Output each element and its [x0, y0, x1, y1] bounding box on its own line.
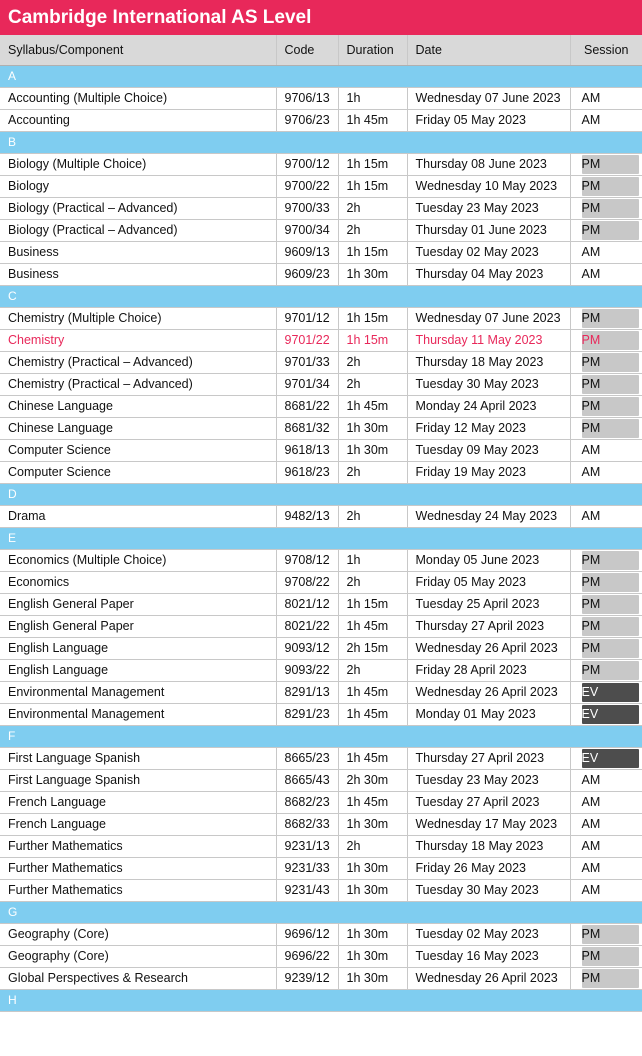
duration-cell: 1h 30m [338, 857, 407, 879]
code-cell: 9701/34 [276, 373, 338, 395]
table-row [0, 395, 642, 417]
date-cell: Tuesday 23 May 2023 [407, 769, 570, 791]
code-cell: 9701/22 [276, 329, 338, 351]
duration-cell: 1h 45m [338, 747, 407, 769]
session-badge: PM [582, 969, 640, 988]
duration-cell: 1h 30m [338, 263, 407, 285]
syllabus-cell: Environmental Management [0, 703, 276, 725]
duration-cell: 2h [338, 461, 407, 483]
session-badge: PM [582, 221, 640, 240]
session-badge: PM [582, 639, 640, 658]
session-badge: PM [582, 199, 640, 218]
code-cell: 9700/33 [276, 197, 338, 219]
column-header-syllabus: Syllabus/Component [0, 35, 276, 65]
syllabus-cell: English General Paper [0, 615, 276, 637]
table-row [0, 835, 642, 857]
session-badge: PM [582, 551, 640, 570]
section-letter: E [0, 527, 642, 549]
date-cell: Wednesday 26 April 2023 [407, 967, 570, 989]
session-cell [570, 813, 642, 835]
column-header-code: Code [276, 35, 338, 65]
syllabus-cell: English Language [0, 659, 276, 681]
syllabus-cell: Chemistry [0, 329, 276, 351]
duration-cell: 1h 15m [338, 241, 407, 263]
session-cell [570, 681, 642, 703]
duration-cell: 2h [338, 835, 407, 857]
syllabus-cell: First Language Spanish [0, 769, 276, 791]
table-row [0, 351, 642, 373]
section-letter-row [0, 989, 642, 1011]
session-badge: AM [581, 772, 601, 787]
table-row [0, 461, 642, 483]
date-cell: Thursday 04 May 2023 [407, 263, 570, 285]
session-cell [570, 747, 642, 769]
session-cell [570, 703, 642, 725]
code-cell: 8681/22 [276, 395, 338, 417]
duration-cell: 2h 15m [338, 637, 407, 659]
code-cell: 9701/33 [276, 351, 338, 373]
date-cell: Tuesday 27 April 2023 [407, 791, 570, 813]
table-row [0, 813, 642, 835]
session-cell [570, 615, 642, 637]
syllabus-cell: Computer Science [0, 439, 276, 461]
date-cell: Thursday 18 May 2023 [407, 835, 570, 857]
table-row [0, 175, 642, 197]
session-badge: PM [582, 419, 640, 438]
code-cell: 8665/43 [276, 769, 338, 791]
table-row [0, 593, 642, 615]
syllabus-cell: French Language [0, 813, 276, 835]
duration-cell: 2h [338, 659, 407, 681]
code-cell: 9700/12 [276, 153, 338, 175]
date-cell: Wednesday 26 April 2023 [407, 637, 570, 659]
duration-cell: 2h [338, 373, 407, 395]
date-cell: Monday 01 May 2023 [407, 703, 570, 725]
code-cell: 9708/22 [276, 571, 338, 593]
syllabus-cell: Accounting [0, 109, 276, 131]
code-cell: 9706/13 [276, 87, 338, 109]
duration-cell: 1h 30m [338, 967, 407, 989]
duration-cell: 1h 15m [338, 175, 407, 197]
table-row [0, 439, 642, 461]
session-cell [570, 857, 642, 879]
date-cell: Tuesday 09 May 2023 [407, 439, 570, 461]
code-cell: 9609/13 [276, 241, 338, 263]
table-row [0, 219, 642, 241]
date-cell: Friday 19 May 2023 [407, 461, 570, 483]
session-cell [570, 637, 642, 659]
table-row [0, 615, 642, 637]
section-letter: C [0, 285, 642, 307]
date-cell: Thursday 18 May 2023 [407, 351, 570, 373]
date-cell: Tuesday 02 May 2023 [407, 241, 570, 263]
duration-cell: 1h 45m [338, 791, 407, 813]
session-badge: AM [581, 90, 601, 105]
session-badge: PM [582, 375, 640, 394]
date-cell: Friday 05 May 2023 [407, 571, 570, 593]
session-badge: EV [582, 749, 640, 768]
date-cell: Monday 05 June 2023 [407, 549, 570, 571]
session-badge: PM [582, 661, 640, 680]
session-badge: PM [582, 617, 640, 636]
duration-cell: 1h 30m [338, 439, 407, 461]
code-cell: 9231/33 [276, 857, 338, 879]
date-cell: Friday 05 May 2023 [407, 109, 570, 131]
table-row [0, 109, 642, 131]
session-badge: PM [582, 573, 640, 592]
session-badge: PM [582, 397, 640, 416]
section-letter-row [0, 483, 642, 505]
section-letter: F [0, 725, 642, 747]
syllabus-cell: Chemistry (Practical – Advanced) [0, 351, 276, 373]
section-letter-row [0, 285, 642, 307]
duration-cell: 1h 15m [338, 307, 407, 329]
session-cell [570, 769, 642, 791]
date-cell: Tuesday 30 May 2023 [407, 879, 570, 901]
duration-cell: 1h 45m [338, 703, 407, 725]
column-header-duration: Duration [338, 35, 407, 65]
session-cell [570, 197, 642, 219]
code-cell: 8291/13 [276, 681, 338, 703]
session-badge: AM [581, 794, 601, 809]
session-badge: PM [582, 925, 640, 944]
table-row [0, 241, 642, 263]
table-row [0, 153, 642, 175]
session-cell [570, 593, 642, 615]
table-row [0, 747, 642, 769]
syllabus-cell: Chemistry (Practical – Advanced) [0, 373, 276, 395]
section-letter-row [0, 527, 642, 549]
table-row [0, 857, 642, 879]
session-cell [570, 395, 642, 417]
session-badge: AM [581, 112, 601, 127]
code-cell: 9701/12 [276, 307, 338, 329]
code-cell: 9700/34 [276, 219, 338, 241]
table-row [0, 879, 642, 901]
section-letter-row [0, 65, 642, 87]
session-badge: AM [581, 244, 601, 259]
syllabus-cell: Drama [0, 505, 276, 527]
date-cell: Friday 26 May 2023 [407, 857, 570, 879]
code-cell: 9618/23 [276, 461, 338, 483]
session-cell [570, 879, 642, 901]
date-cell: Thursday 27 April 2023 [407, 615, 570, 637]
duration-cell: 2h [338, 351, 407, 373]
syllabus-cell: English General Paper [0, 593, 276, 615]
session-badge: AM [581, 464, 601, 479]
duration-cell: 1h 15m [338, 329, 407, 351]
section-letter-row [0, 725, 642, 747]
table-row [0, 373, 642, 395]
duration-cell: 1h 30m [338, 879, 407, 901]
session-cell [570, 439, 642, 461]
syllabus-cell: Economics [0, 571, 276, 593]
session-cell [570, 329, 642, 351]
session-cell [570, 87, 642, 109]
date-cell: Tuesday 23 May 2023 [407, 197, 570, 219]
session-cell [570, 461, 642, 483]
page-title: Cambridge International AS Level [0, 0, 642, 35]
section-letter: A [0, 65, 642, 87]
table-row [0, 571, 642, 593]
table-row [0, 549, 642, 571]
code-cell: 8682/23 [276, 791, 338, 813]
session-cell [570, 505, 642, 527]
duration-cell: 1h 45m [338, 615, 407, 637]
session-cell [570, 945, 642, 967]
date-cell: Tuesday 30 May 2023 [407, 373, 570, 395]
session-cell [570, 219, 642, 241]
code-cell: 8021/22 [276, 615, 338, 637]
duration-cell: 2h [338, 505, 407, 527]
syllabus-cell: Geography (Core) [0, 923, 276, 945]
code-cell: 9609/23 [276, 263, 338, 285]
session-badge: AM [581, 266, 601, 281]
syllabus-cell: French Language [0, 791, 276, 813]
code-cell: 8665/23 [276, 747, 338, 769]
duration-cell: 1h 30m [338, 417, 407, 439]
syllabus-cell: Further Mathematics [0, 835, 276, 857]
code-cell: 9696/12 [276, 923, 338, 945]
duration-cell: 1h 45m [338, 395, 407, 417]
session-cell [570, 153, 642, 175]
code-cell: 8291/23 [276, 703, 338, 725]
table-body [0, 65, 642, 1011]
session-cell [570, 923, 642, 945]
table-row [0, 87, 642, 109]
column-header-date: Date [407, 35, 570, 65]
syllabus-cell: Business [0, 263, 276, 285]
section-letter-row [0, 131, 642, 153]
syllabus-cell: Business [0, 241, 276, 263]
syllabus-cell: Chinese Language [0, 395, 276, 417]
syllabus-cell: Computer Science [0, 461, 276, 483]
date-cell: Monday 24 April 2023 [407, 395, 570, 417]
duration-cell: 1h 45m [338, 681, 407, 703]
table-row [0, 659, 642, 681]
syllabus-cell: Biology (Practical – Advanced) [0, 197, 276, 219]
session-cell [570, 967, 642, 989]
syllabus-cell: Geography (Core) [0, 945, 276, 967]
session-cell [570, 571, 642, 593]
date-cell: Thursday 08 June 2023 [407, 153, 570, 175]
syllabus-cell: Economics (Multiple Choice) [0, 549, 276, 571]
session-cell [570, 549, 642, 571]
date-cell: Tuesday 16 May 2023 [407, 945, 570, 967]
code-cell: 8681/32 [276, 417, 338, 439]
syllabus-cell: Biology (Multiple Choice) [0, 153, 276, 175]
syllabus-cell: Further Mathematics [0, 857, 276, 879]
session-badge: PM [582, 595, 640, 614]
code-cell: 9482/13 [276, 505, 338, 527]
table-row [0, 791, 642, 813]
session-cell [570, 307, 642, 329]
code-cell: 8682/33 [276, 813, 338, 835]
syllabus-cell: First Language Spanish [0, 747, 276, 769]
duration-cell: 1h 15m [338, 153, 407, 175]
table-row [0, 703, 642, 725]
code-cell: 9700/22 [276, 175, 338, 197]
duration-cell: 1h 15m [338, 593, 407, 615]
session-badge: EV [582, 683, 640, 702]
syllabus-cell: Chinese Language [0, 417, 276, 439]
table-row [0, 417, 642, 439]
table-header-row [0, 35, 642, 65]
session-cell [570, 835, 642, 857]
duration-cell: 1h 30m [338, 813, 407, 835]
duration-cell: 1h 45m [338, 109, 407, 131]
exam-timetable [0, 35, 642, 1012]
session-badge: AM [581, 508, 601, 523]
date-cell: Wednesday 10 May 2023 [407, 175, 570, 197]
duration-cell: 1h [338, 549, 407, 571]
code-cell: 9618/13 [276, 439, 338, 461]
table-row [0, 505, 642, 527]
session-cell [570, 241, 642, 263]
session-badge: AM [581, 816, 601, 831]
session-badge: PM [582, 155, 640, 174]
table-row [0, 945, 642, 967]
syllabus-cell: Global Perspectives & Research [0, 967, 276, 989]
session-badge: EV [582, 705, 640, 724]
section-letter-row [0, 901, 642, 923]
duration-cell: 2h [338, 219, 407, 241]
column-header-session: Session [570, 35, 642, 65]
session-badge: AM [581, 442, 601, 457]
section-letter: B [0, 131, 642, 153]
date-cell: Thursday 01 June 2023 [407, 219, 570, 241]
section-letter: G [0, 901, 642, 923]
session-badge: PM [582, 331, 640, 350]
session-badge: PM [582, 177, 640, 196]
date-cell: Thursday 27 April 2023 [407, 747, 570, 769]
code-cell: 9706/23 [276, 109, 338, 131]
code-cell: 8021/12 [276, 593, 338, 615]
code-cell: 9696/22 [276, 945, 338, 967]
table-row [0, 923, 642, 945]
duration-cell: 2h 30m [338, 769, 407, 791]
session-badge: PM [582, 309, 640, 328]
table-row [0, 307, 642, 329]
syllabus-cell: English Language [0, 637, 276, 659]
date-cell: Wednesday 17 May 2023 [407, 813, 570, 835]
session-cell [570, 417, 642, 439]
syllabus-cell: Environmental Management [0, 681, 276, 703]
date-cell: Tuesday 02 May 2023 [407, 923, 570, 945]
session-cell [570, 109, 642, 131]
table-row [0, 329, 642, 351]
session-badge: AM [581, 882, 601, 897]
session-badge: PM [582, 947, 640, 966]
date-cell: Wednesday 07 June 2023 [407, 87, 570, 109]
syllabus-cell: Biology [0, 175, 276, 197]
syllabus-cell: Chemistry (Multiple Choice) [0, 307, 276, 329]
syllabus-cell: Further Mathematics [0, 879, 276, 901]
code-cell: 9231/43 [276, 879, 338, 901]
duration-cell: 1h 30m [338, 923, 407, 945]
date-cell: Tuesday 25 April 2023 [407, 593, 570, 615]
section-letter: H [0, 989, 642, 1011]
date-cell: Wednesday 24 May 2023 [407, 505, 570, 527]
session-cell [570, 373, 642, 395]
code-cell: 9231/13 [276, 835, 338, 857]
code-cell: 9708/12 [276, 549, 338, 571]
code-cell: 9239/12 [276, 967, 338, 989]
syllabus-cell: Accounting (Multiple Choice) [0, 87, 276, 109]
table-row [0, 681, 642, 703]
session-cell [570, 175, 642, 197]
code-cell: 9093/22 [276, 659, 338, 681]
table-row [0, 637, 642, 659]
date-cell: Friday 28 April 2023 [407, 659, 570, 681]
code-cell: 9093/12 [276, 637, 338, 659]
date-cell: Wednesday 26 April 2023 [407, 681, 570, 703]
section-letter: D [0, 483, 642, 505]
duration-cell: 1h 30m [338, 945, 407, 967]
session-badge: AM [581, 838, 601, 853]
table-row [0, 263, 642, 285]
session-cell [570, 263, 642, 285]
session-badge: AM [581, 860, 601, 875]
duration-cell: 2h [338, 197, 407, 219]
table-row [0, 967, 642, 989]
session-cell [570, 791, 642, 813]
session-cell [570, 351, 642, 373]
date-cell: Wednesday 07 June 2023 [407, 307, 570, 329]
table-row [0, 197, 642, 219]
date-cell: Friday 12 May 2023 [407, 417, 570, 439]
table-row [0, 769, 642, 791]
session-badge: PM [582, 353, 640, 372]
duration-cell: 1h [338, 87, 407, 109]
duration-cell: 2h [338, 571, 407, 593]
date-cell: Thursday 11 May 2023 [407, 329, 570, 351]
session-cell [570, 659, 642, 681]
syllabus-cell: Biology (Practical – Advanced) [0, 219, 276, 241]
